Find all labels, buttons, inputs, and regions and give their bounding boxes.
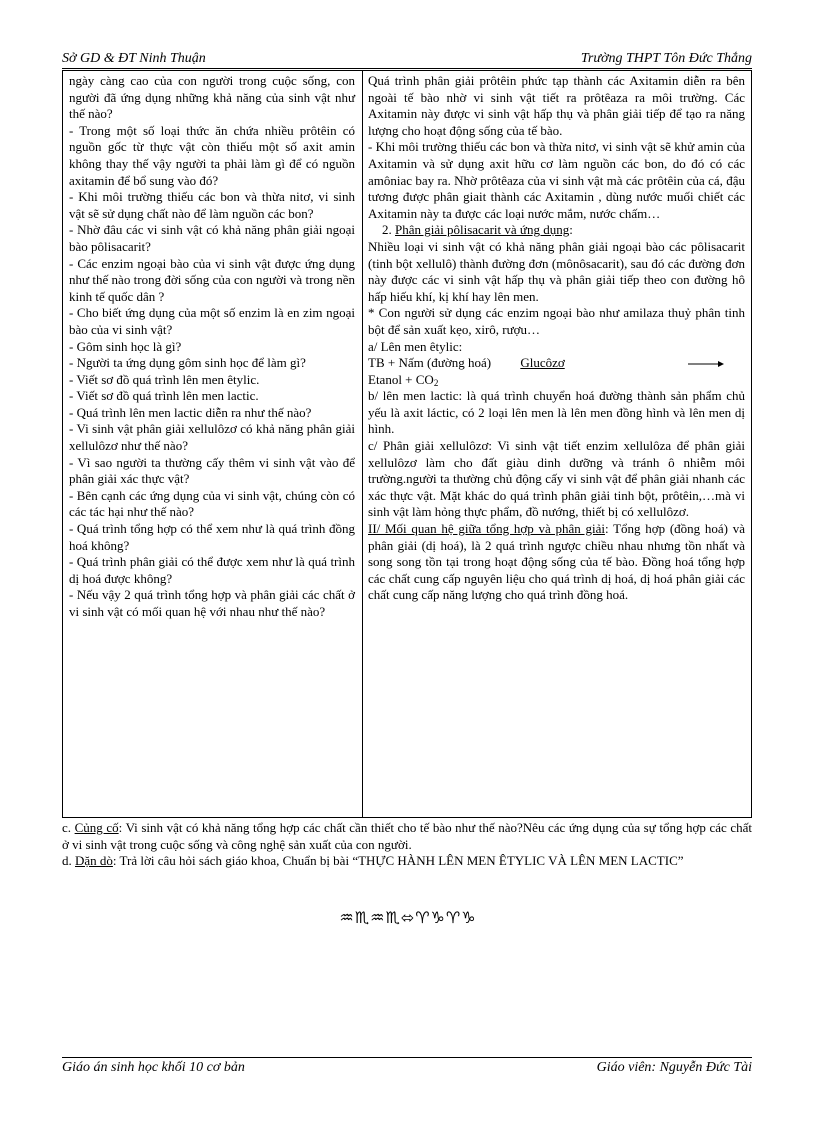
section-title: Phân giải pôlisacarit và ứng dụng	[395, 222, 570, 238]
note-title: Củng cố	[74, 820, 119, 835]
question-item: - Người ta ứng dụng gôm sinh học để làm gì?	[69, 355, 306, 371]
equation-left: TB + Nấm (đường hoá)	[368, 355, 492, 371]
content-paragraph: Nhiều loại vi sinh vật có khả năng phân giải ngoại bào các pôlisacarit (tinh bột xellulô) thành đường đơn (mônôsacarit), sau đó các đường đơn này được các vi sinh vật hấp thụ và phân giải tiếp theo con đường hô hấp hiếu khí, kị khí hay lên men.	[368, 238, 745, 304]
questions-column	[69, 73, 355, 621]
lesson-table	[62, 70, 752, 818]
section-heading	[368, 222, 745, 239]
equation-line	[368, 372, 745, 389]
lesson-footer-notes	[62, 820, 752, 870]
content-paragraph: * Con người sử dụng các enzim ngoại bào như amilaza thuỷ phân tinh bột để sản xuất kẹo, xirô, rượu…	[368, 305, 745, 337]
question-item: - Cho biết ứng dụng của một số enzim là en zim ngoại bào của vi sinh vật?	[69, 305, 355, 337]
footer-left: Giáo án sinh học khối 10 cơ bản	[62, 1060, 245, 1075]
question-item: - Nhờ đâu các vi sinh vật có khả năng phân giải ngoại bào pôlisacarit?	[69, 222, 355, 254]
question-item: - Quá trình phân giải có thể được xem như là quá trình dị hoá được không?	[69, 554, 355, 586]
question-item: - Nếu vậy 2 quá trình tổng hợp và phân giải các chất ở vi sinh vật có mối quan hệ với nhau như thế nào?	[69, 587, 355, 619]
question-item: - Vì sao người ta thường cấy thêm vi sinh vật vào để phân giải xác thực vật?	[69, 454, 355, 487]
question-item: - Khi môi trường thiếu các bon và thừa nitơ, vi sinh vật sẽ sử dụng chất nào để làm nguồn các bon?	[69, 189, 355, 221]
content-paragraph: Quá trình phân giải prôtêin phức tạp thành các Axitamin diễn ra bên ngoài tế bào nhờ vi sinh vật tiết ra prôtêaza ra môi trường. Các Axitamin này được vi sinh vật hấp thụ và phân giải tiếp để tạo ra năng lượng cho hoạt động sống của tế bào.	[368, 73, 745, 138]
question-item: - Viết sơ đồ quá trình lên men êtylic.	[69, 371, 260, 387]
footer-right: Giáo viên: Nguyễn Đức Tài	[596, 1060, 752, 1075]
page-footer	[62, 1057, 752, 1076]
arrow-right-icon	[688, 355, 724, 371]
content-column	[368, 73, 745, 604]
section-title: II/ Mối quan hệ giữa tổng hợp và phân giải	[368, 521, 605, 537]
equation-subscript: 2	[433, 377, 439, 388]
question-item: ngày càng cao của con người trong cuộc sống, con người đã ứng dụng những khả năng của sinh vật như thế nào?	[69, 73, 355, 122]
question-item: - Gôm sinh học là gì?	[69, 338, 182, 354]
homework-note	[62, 853, 752, 870]
column-divider	[362, 71, 363, 817]
content-paragraph: a/ Lên men êtylic:	[368, 338, 463, 354]
equation-glucose: Glucôzơ	[520, 355, 565, 371]
section-colon: :	[569, 222, 573, 238]
note-text: : Trả lời câu hỏi sách giáo khoa, Chuẩn bị bài “THỰC HÀNH LÊN MEN ÊTYLIC VÀ LÊN MEN LACTIC”	[112, 853, 684, 869]
note-label: d.	[62, 853, 72, 869]
content-paragraph	[368, 521, 745, 604]
section-text: : Tổng hợp (đồng hoá) và phân giải (dị hoá), là 2 quá trình ngược chiều nhau nhưng tồn nhất và song song tồn tại trong hoạt động sống của tế bào. Đồng hoá tổng hợp các chất cung cấp nguyên liệu cho quá trình dị hoá, dị hoá phân giải các chất cung cấp năng lượng cho quá trình đồng hoá.	[368, 521, 745, 603]
question-item: - Quá trình lên men lactic diễn ra như thế nào?	[69, 404, 312, 420]
equation-product: Etanol + CO	[368, 371, 434, 387]
equation-line	[368, 355, 745, 372]
question-item: - Vi sinh vật phân giải xellulôzơ có khả năng phân giải xellulôzơ như thế nào?	[69, 421, 355, 454]
note-title: Dặn dò	[75, 853, 113, 869]
question-item: - Các enzim ngoại bào của vi sinh vật được ứng dụng như thế nào trong đời sống của con người và trong nền kinh tế quốc dân ?	[69, 255, 355, 304]
question-item: - Viết sơ đồ quá trình lên men lactic.	[69, 388, 259, 404]
content-paragraph: b/ lên men lactic: là quá trình chuyển hoá đường thành sản phẩm chủ yếu là axit láctic, có 2 loại lên men là lên men đồng hình và lên men dị hình.	[368, 388, 745, 437]
note-text: : Vi sinh vật có khả năng tổng hợp các chất cần thiết cho tế bào như thế nào?Nêu các ứng dụng của sự tổng hợp các chất ở vi sinh vật trong cuộc sống và công nghệ sản xuất của con người.	[62, 820, 752, 852]
note-label: c.	[62, 820, 72, 835]
question-item: - Trong một số loại thức ăn chứa nhiều prôtêin có nguồn gốc từ thực vật còn thiếu một số axit amin không thay thế vậy người ta phải làm gì để có nguồn axitamin để bổ sung vào đó?	[69, 122, 355, 188]
page-header	[62, 52, 752, 69]
consolidation-note	[62, 820, 752, 853]
question-item: - Quá trình tổng hợp có thể xem như là quá trình đồng hoá không?	[69, 521, 355, 553]
section-number: 2.	[382, 222, 392, 238]
header-left: Sở GD & ĐT Ninh Thuận	[62, 51, 206, 66]
decorative-ornament: ♒♏♒♏⬄♈♑♈♑	[339, 908, 477, 927]
content-paragraph: - Khi môi trường thiếu các bon và thừa nitơ, vi sinh vật sẽ khử amin của Axitamin và sử dụng axit hữu cơ làm nguồn các bon, do đó có các amôniac bay ra. Nhờ prôtêaza của vi sinh vật mà các prôtêin của cá, đậu tương được phân giait thành các Axitamin , dùng nước muối chiết các Axitamin này ta được các loại nước mắm, nước chấm…	[368, 139, 745, 221]
question-item: - Bên cạnh các ứng dụng của vi sinh vật, chúng còn có các tác hại như thế nào?	[69, 487, 355, 520]
header-right: Trường THPT Tôn Đức Thắng	[580, 51, 752, 66]
content-paragraph: c/ Phân giải xellulôzơ: Vi sinh vật tiết enzim xellulôza để phân giải xellulôzơ làm cho đất giàu dinh dưỡng và tránh ô nhiễm môi trường.người ta thường chủ động cấy vi sinh vật để phân giải nhanh các xác thực vật. Mặt khác do quá trình phân giải tinh bột, prôtêin,…mà vi sinh vật làm hỏng thực phẩm, đồ nướng, thiết bị có xellulôzơ.	[368, 438, 745, 520]
